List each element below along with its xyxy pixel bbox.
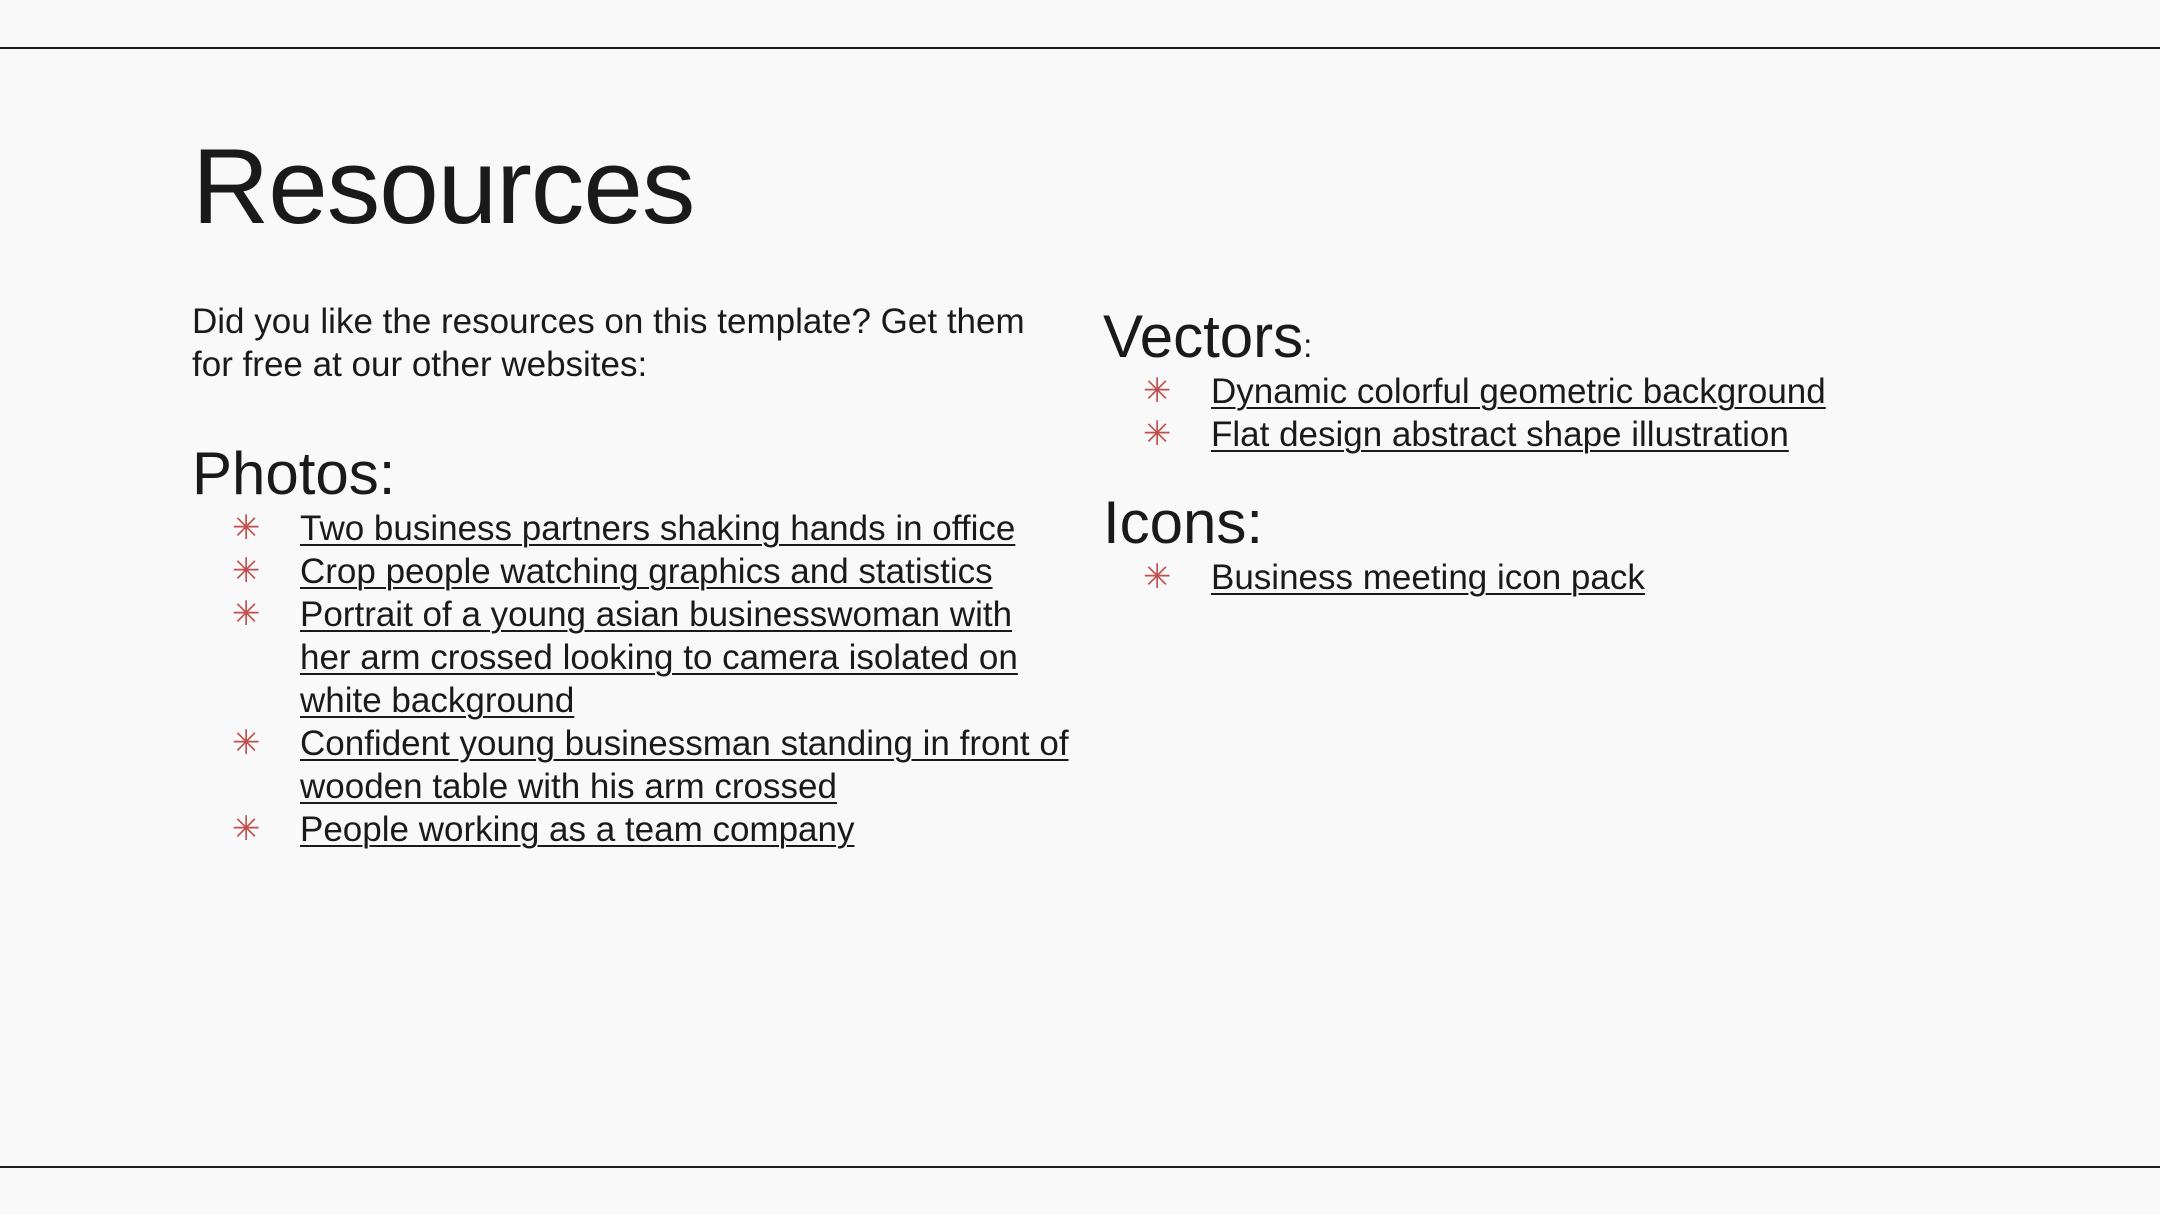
photos-list: [192, 507, 1072, 851]
asterisk-bullet-icon: ✳: [232, 809, 261, 849]
list-item: [1103, 413, 2003, 456]
icons-list: [1103, 556, 2003, 599]
vectors-heading-text: Vectors: [1103, 303, 1304, 370]
list-item: [192, 808, 1072, 851]
icons-heading: Icons:: [1103, 489, 1264, 556]
intro-text: Did you like the resources on this template? Get them for free at our other websites:: [192, 302, 1025, 384]
list-item: [192, 507, 1072, 550]
list-item: [192, 722, 1072, 808]
left-column: [192, 300, 1072, 851]
photo-link[interactable]: Crop people watching graphics and statistics: [300, 552, 993, 591]
right-column: [1103, 300, 2003, 599]
asterisk-bullet-icon: ✳: [1143, 414, 1172, 454]
photo-link[interactable]: Portrait of a young asian businesswoman with her arm crossed looking to camera isolated on white background: [300, 595, 1018, 720]
bottom-divider: [0, 1166, 2160, 1168]
vectors-heading: [1103, 304, 2003, 370]
asterisk-bullet-icon: ✳: [1143, 371, 1172, 411]
photos-heading: Photos:: [192, 440, 396, 507]
list-item: [1103, 556, 2003, 599]
vector-link[interactable]: Dynamic colorful geometric background: [1211, 372, 1826, 411]
asterisk-bullet-icon: ✳: [232, 723, 261, 763]
vector-link[interactable]: Flat design abstract shape illustration: [1211, 415, 1789, 454]
list-item: [1103, 370, 2003, 413]
asterisk-bullet-icon: ✳: [1143, 557, 1172, 597]
asterisk-bullet-icon: ✳: [232, 594, 261, 634]
photo-link[interactable]: Two business partners shaking hands in office: [300, 509, 1016, 548]
page-title: Resources: [192, 126, 695, 246]
list-item: [192, 593, 1072, 722]
vectors-heading-colon: :: [1303, 327, 1313, 364]
top-divider: [0, 47, 2160, 49]
icon-pack-link[interactable]: Business meeting icon pack: [1211, 558, 1645, 597]
asterisk-bullet-icon: ✳: [232, 551, 261, 591]
vectors-list: [1103, 370, 2003, 456]
list-item: [192, 550, 1072, 593]
photo-link[interactable]: People working as a team company: [300, 810, 855, 849]
photo-link[interactable]: Confident young businessman standing in front of wooden table with his arm crossed: [300, 724, 1069, 806]
asterisk-bullet-icon: ✳: [232, 508, 261, 548]
